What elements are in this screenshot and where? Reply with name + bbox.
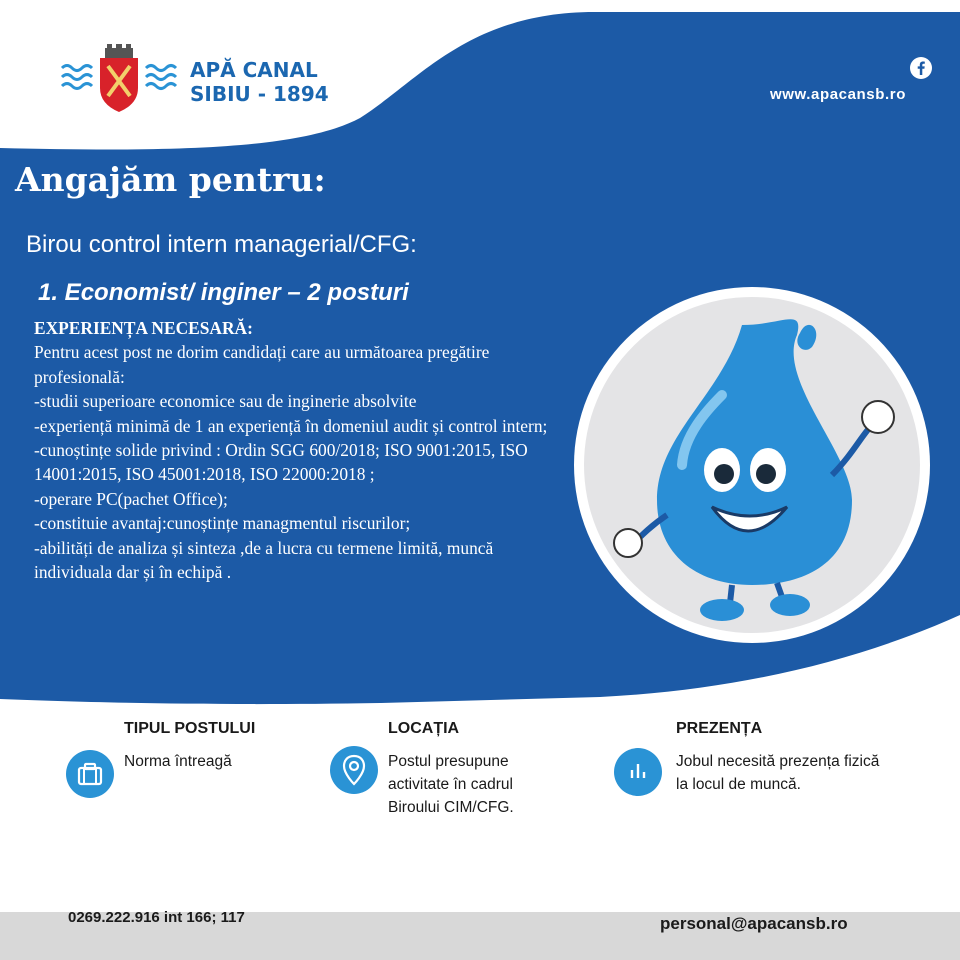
info-title: TIPUL POSTULUI [124,720,256,737]
facebook-icon[interactable] [910,57,932,79]
bar-chart-icon [614,748,662,796]
info-title: PREZENȚA [676,720,763,737]
department-title: Birou control intern managerial/CFG: [26,231,417,258]
crest-icon [100,44,138,112]
location-pin-icon [330,746,378,794]
website-link[interactable]: www.apacansb.ro [770,86,906,103]
wave-lines-right [146,66,176,89]
experience-line: -experiență minimă de 1 an experiență în domeniul audit și control intern; [34,415,548,436]
experience-line: -operare PC(pachet Office); [34,488,228,509]
info-text: Jobul necesită prezența fizică la locul de muncă. [676,753,880,793]
brand-name-line2: SIBIU - 1894 [190,82,329,106]
water-drop-mascot [572,285,932,645]
briefcase-icon [66,750,114,798]
info-title: LOCAȚIA [388,720,460,737]
experience-line: -studii superioare economice sau de inginerie absolvite [34,391,417,412]
experience-section [34,316,554,584]
headline: Angajăm pentru: [15,160,326,199]
experience-line: -abilități de analiza și sinteza ,de a lucra cu termene limită, muncă individuala dar și în echipă . [34,537,494,583]
experience-heading: EXPERIENȚA NECESARĂ: [34,318,253,338]
brand-name [190,58,329,106]
info-text: Postul presupune activitate în cadrul Biroului CIM/CFG. [388,753,514,816]
experience-line: -constituie avantaj:cunoștințe managmentul riscurilor; [34,513,411,534]
experience-line: Pentru acest post ne dorim candidați care au următoarea pregătire profesională: [34,342,490,387]
experience-line: -cunoștințe solide privind : Ordin SGG 600/2018; ISO 9001:2015, ISO 14001:2015, ISO 45001:2018, ISO 22000:2018 ; [34,440,528,485]
footer-phone[interactable]: 0269.222.916 int 166; 117 [68,909,245,926]
footer-email[interactable]: personal@apacansb.ro [660,914,848,933]
info-text: Norma întreagă [124,753,232,770]
position-title: 1. Economist/ inginer – 2 posturi [38,279,409,306]
wave-lines-left [62,66,92,89]
brand-name-line1: APĂ CANAL [190,58,318,82]
